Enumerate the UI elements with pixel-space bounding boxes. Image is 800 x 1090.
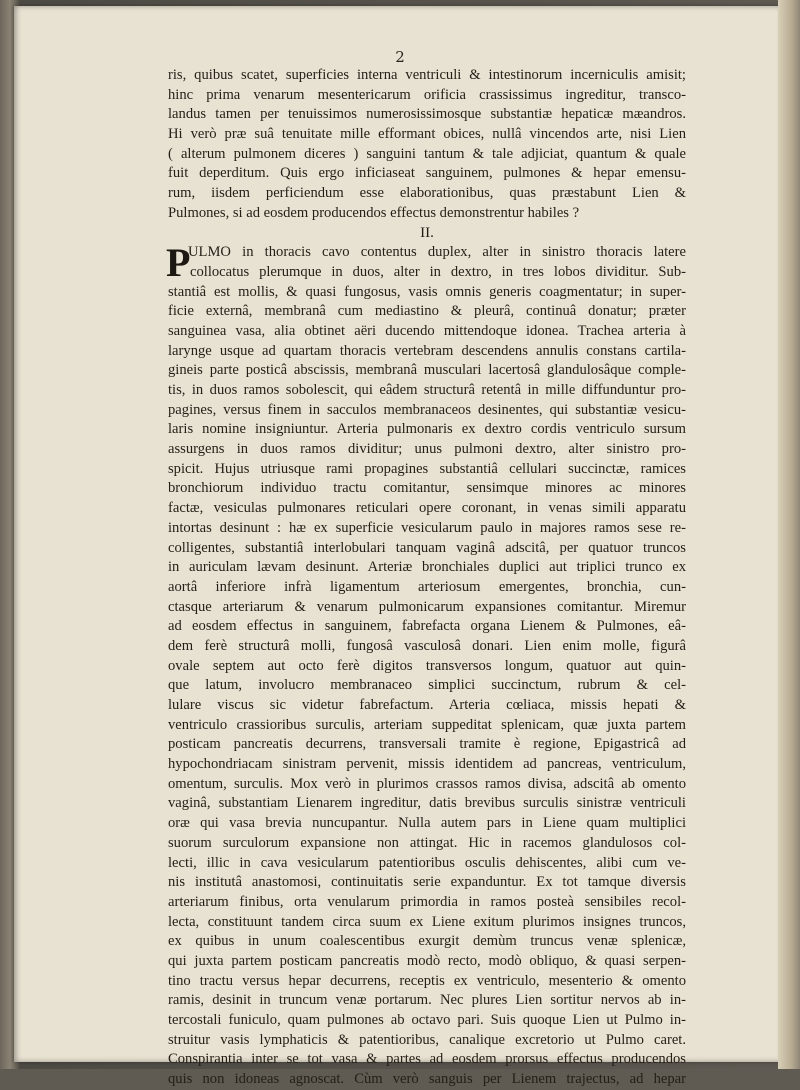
text-line: factæ, vesiculas pulmonares reticulari opere coronant, in venas simili apparatu bbox=[168, 500, 686, 517]
text-line: in auriculam lævam desinunt. Arteriæ bronchiales duplici aut triplici trunco ex bbox=[168, 559, 686, 576]
text-line: fuit deperditum. Quis ergo inficiaseat sanguinem, pulmones & hepar emensu- bbox=[168, 165, 686, 182]
text-line: ris, quibus scatet, superficies interna ventriculi & intestinorum incerniculis amisit; bbox=[168, 67, 686, 83]
text-line: spicit. Hujus utriusque rami propagines substantiâ cellulari succinctæ, ramices bbox=[168, 460, 686, 477]
text-line: tis, in duos ramos sobolescit, qui eâdem structurâ retentâ in mille diffunduntur pro- bbox=[168, 382, 686, 398]
section-number: II. bbox=[420, 224, 434, 241]
text-line: dem ferè structurâ molli, fungosâ vasculosâ donari. Lien enim molle, figurâ bbox=[168, 637, 686, 654]
text-line: ULMO in thoracis cavo contentus duplex, alter in sinistro thoracis latere bbox=[188, 244, 686, 261]
text-line: vaginâ, substantiam Lienarem ingreditur, datis brevibus surculis sinistræ ventriculi bbox=[168, 795, 686, 812]
text-line: lulare viscus sic videtur fabrefactum. Arteria cœliaca, missis hepati & bbox=[168, 697, 686, 713]
text-line: laris nomine insigniuntur. Arteria pulmonaris ex dextro cordis ventriculo sursum bbox=[168, 421, 686, 438]
text-line: arteriarum finibus, orta venularum primordia in ramos posteà sensibiles recol- bbox=[168, 893, 686, 910]
text-line: omentum, surculis. Mox verò in plurimos crassos ramos divisa, adscitâ ab omento bbox=[168, 775, 686, 792]
text-line: ventriculo crassioribus surculis, arteriam suppeditat splenicam, quæ juxta partem bbox=[168, 716, 686, 733]
text-line: bronchiorum individuo tractu comitantur, sensimque minores ac minores bbox=[168, 480, 686, 497]
text-line: lecta, constituunt tandem circa suum ex Liene exitum plurimos insignes truncos, bbox=[168, 913, 686, 930]
text-line: ovale septem aut octo ferè digitos transversos longum, quatuor aut quin- bbox=[168, 657, 686, 674]
text-line: rum, iisdem perficiendum esse elaborationibus, quas præstabunt Lien & bbox=[168, 185, 686, 202]
text-line: struitur vasis lymphaticis & patentioribus, canalique excretorio ut Pulmo caret. bbox=[168, 1031, 686, 1048]
text-line: landus tamen per tenuissimos numerosissimosque substantiæ hepaticæ mæandros. bbox=[168, 106, 686, 123]
text-line: tercostali funiculo, quam pulmones ab octavo pari. Suis quoque Lien ut Pulmo in- bbox=[168, 1012, 686, 1028]
text-line: hypochondriacam sinistram pervenit, missis identidem ad pancreas, ventriculum, bbox=[168, 756, 686, 773]
text-line: quis non idoneas agnoscat. Cùm verò sanguis per Lienem trajectus, ad hepar bbox=[168, 1071, 686, 1088]
text-line: suorum surculorum expansione non attingat. Hic in racemos glandulosos col- bbox=[168, 834, 686, 851]
text-line: ad eosdem effectus in sanguinem, fabrefacta organa Lienem & Pulmones, eâ- bbox=[168, 618, 686, 635]
paragraph-1 bbox=[168, 66, 686, 224]
text-line: oræ qui vasa brevia nuncupantur. Nulla autem pars in Liene quam multiplici bbox=[168, 815, 686, 832]
text-line: Hi verò præ suâ tenuitate mille efformant obices, nullâ vincendos arte, nisi Lien bbox=[168, 126, 686, 143]
text-line: intortas desinunt : hæ ex superficie vesicularum paulo in majores ramos sese re- bbox=[168, 519, 686, 536]
text-line: Pulmones, si ad eosdem producendos effectus demonstrentur habiles ? bbox=[168, 204, 580, 221]
page-number: 2 bbox=[395, 48, 405, 66]
text-line: gineis parte posticâ abscissis, membranâ musculari lacertosâ glandulosâque comple- bbox=[168, 362, 686, 379]
text-line: sanguinea vasa, alia obtinet aëri ducendo mittendoque idonea. Trachea arteria à bbox=[168, 322, 686, 339]
text-line: hinc prima venarum mesentericarum orificia crassissimus ingreditur, transco- bbox=[168, 86, 686, 103]
page-edge bbox=[778, 0, 800, 1069]
text-line: colligentes, substantiâ interlobulari tanquam vaginâ adscitâ, per quatuor truncos bbox=[168, 539, 686, 556]
text-line: que latum, involucro membranaceo simplici succinctum, rubrum & cel- bbox=[168, 677, 686, 694]
text-line: ctasque arteriarum & venarum pulmonicarum expansiones comitantur. Miremur bbox=[168, 598, 686, 615]
text-line: ( alterum pulmonem diceres ) sanguini tantum & tale adjiciat, quantum & quale bbox=[168, 145, 686, 162]
text-line: Conspirantia inter se tot vasa & partes ad eosdem prorsus effectus producendos bbox=[168, 1051, 686, 1068]
text-line: stantiâ est mollis, & quasi fungosus, vasis omnis generis coagmentatur; in super- bbox=[168, 283, 686, 300]
text-line: aortâ inferiore infrà ligamentum arteriosum emergentes, bronchia, cun- bbox=[168, 578, 686, 595]
paragraph-2-wrap bbox=[166, 240, 686, 1090]
text-line: nis institutâ anastomosi, continuitatis serie expanduntur. Ex tot tamque diversis bbox=[168, 874, 686, 891]
drop-cap: P bbox=[166, 240, 191, 286]
text-line: lecti, illic in cava vesicularum patentioribus osculis dehiscentes, alibi cum ve- bbox=[168, 854, 686, 871]
paragraph-2 bbox=[166, 240, 686, 1090]
text-line: posticam pancreatis decurrens, transversali tramite è regione, Epigastricâ ad bbox=[168, 736, 686, 753]
text-line: collocatus plerumque in duos, alter in dextro, in tres lobos dividitur. Sub- bbox=[190, 263, 686, 280]
body-text bbox=[168, 66, 686, 1090]
text-line: qui juxta partem posticam pancreatis modò recto, modò obliquo, & quasi serpen- bbox=[168, 952, 686, 969]
text-line: tino tractu versus hepar decurrens, receptis ex ventriculo, mesenterio & omento bbox=[168, 972, 686, 989]
text-line: assurgens in duos ramos dividitur; unus pulmoni dextro, alter sinistro pro- bbox=[168, 441, 686, 458]
text-line: pagines, versus finem in sacculos membranaceos desinentes, qui substantiæ vesicu- bbox=[168, 401, 686, 418]
text-line: larynge usque ad quartam thoracis vertebram descendens annulis constans cartila- bbox=[168, 342, 686, 359]
text-line: ex quibus in unum coalescentibus exurgit demùm truncus venæ splenicæ, bbox=[168, 933, 686, 950]
text-line: ficie externâ, membranâ cum mediastino & pleurâ, continuâ donatur; præter bbox=[168, 303, 686, 320]
text-line: ramis, desinit in truncum venæ portarum. Nec plures Lien sortitur nervos ab in- bbox=[168, 992, 686, 1009]
